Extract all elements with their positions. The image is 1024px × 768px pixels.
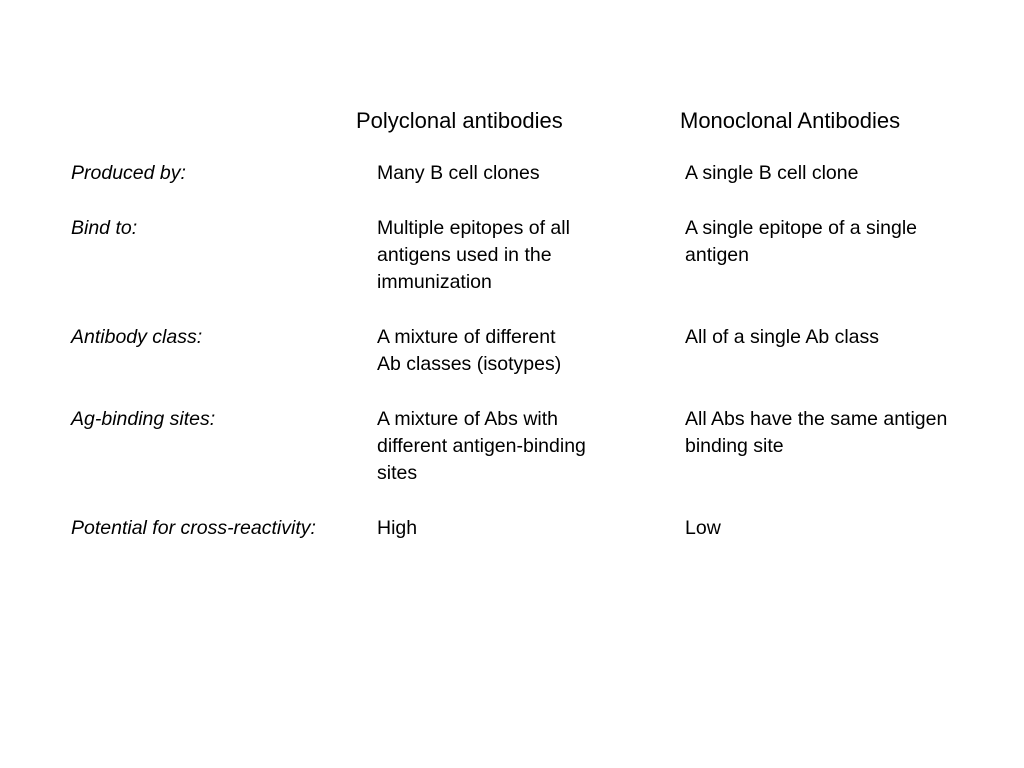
header-polyclonal: Polyclonal antibodies [356,108,563,133]
row-label: Produced by: [71,162,186,184]
row-label: Potential for cross-reactivity: [71,517,316,539]
row-label: Bind to: [71,217,138,239]
polyclonal-cell: Many B cell clones [377,162,540,184]
monoclonal-cell: Low [685,517,721,539]
monoclonal-cell: A single epitope of a single antigen [685,217,918,266]
header-monoclonal: Monoclonal Antibodies [680,108,901,133]
polyclonal-cell: High [377,517,418,539]
row-label: Ag-binding sites: [71,408,216,430]
row-label: Antibody class: [71,326,203,348]
polyclonal-cell: Multiple epitopes of all antigens used in the immunization [377,217,570,293]
polyclonal-cell: A mixture of different Ab classes (isotypes) [377,326,562,375]
polyclonal-cell: A mixture of Abs with different antigen-binding sites [377,408,586,484]
monoclonal-cell: All Abs have the same antigen binding site [685,408,948,457]
monoclonal-cell: All of a single Ab class [685,326,880,348]
monoclonal-cell: A single B cell clone [685,162,859,184]
